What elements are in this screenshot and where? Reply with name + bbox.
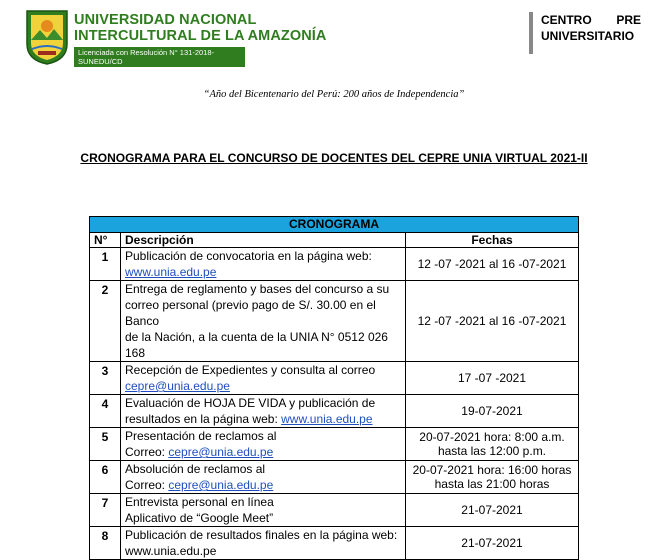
description-line: Publicación de convocatoria en la página web: — [125, 249, 372, 263]
university-header — [74, 12, 327, 67]
description-line: www.unia.edu.pe — [125, 544, 217, 558]
description-line: Recepción de Expedientes y consulta al correo — [125, 363, 376, 377]
row-number: 5 — [90, 428, 121, 461]
row-dates: 21-07-2021 — [406, 494, 579, 527]
row-description — [121, 281, 406, 362]
row-dates: 12 -07 -2021 al 16 -07-2021 — [406, 248, 579, 281]
description-line: Correo: — [125, 445, 166, 459]
row-number: 1 — [90, 248, 121, 281]
description-line: Presentación de reclamos al — [125, 429, 277, 443]
date-line: 20-07-2021 hora: 16:00 horas — [412, 463, 572, 477]
description-line: resultados en la página web: — [125, 412, 278, 426]
date-line: 20-07-2021 hora: 8:00 a.m. — [419, 430, 565, 444]
email-link[interactable]: cepre@unia.edu.pe — [168, 445, 274, 459]
license-band: Licenciada con Resolución N° 131-2018-SUNEDU/CD — [74, 47, 245, 67]
table-row — [90, 395, 579, 428]
table-caption: CRONOGRAMA — [90, 217, 579, 233]
description-line: Publicación de resultados finales en la página web: — [125, 528, 398, 542]
website-link[interactable]: www.unia.edu.pe — [125, 265, 217, 279]
email-link[interactable]: cepre@unia.edu.pe — [168, 478, 274, 492]
pre-word: PRE — [616, 13, 641, 27]
description-line: Absolución de reclamos al — [125, 462, 266, 476]
table-row — [90, 461, 579, 494]
row-number: 8 — [90, 527, 121, 560]
centro-pre-universitario-label — [529, 12, 641, 54]
description-line: correo personal (previo pago de S/. 30.00 en el Banco — [125, 298, 376, 328]
description-line: Correo: — [125, 478, 166, 492]
table-row — [90, 527, 579, 560]
row-description — [121, 461, 406, 494]
row-dates: 17 -07 -2021 — [406, 362, 579, 395]
row-number: 6 — [90, 461, 121, 494]
table-row — [90, 281, 579, 362]
description-line: Evaluación de HOJA DE VIDA y publicación de — [125, 396, 376, 410]
column-header-number: N° — [90, 233, 121, 248]
table-row — [90, 248, 579, 281]
column-header-dates: Fechas — [406, 233, 579, 248]
row-number: 4 — [90, 395, 121, 428]
row-description — [121, 527, 406, 560]
description-line: de la Nación, a la cuenta de la UNIA N° 0512 026 168 — [125, 330, 388, 360]
table-row — [90, 428, 579, 461]
university-name-line1: UNIVERSIDAD NACIONAL — [74, 12, 257, 28]
website-link[interactable]: www.unia.edu.pe — [281, 412, 373, 426]
row-description — [121, 428, 406, 461]
centro-word: CENTRO — [541, 13, 592, 27]
description-line: Entrega de reglamento y bases del concurso a su — [125, 282, 390, 296]
table-row — [90, 362, 579, 395]
row-dates — [406, 428, 579, 461]
table-row — [90, 494, 579, 527]
page-title: CRONOGRAMA PARA EL CONCURSO DE DOCENTES DEL CEPRE UNIA VIRTUAL 2021-II — [80, 151, 588, 165]
row-dates: 21-07-2021 — [406, 527, 579, 560]
university-name-line2: INTERCULTURAL DE LA AMAZONÍA — [74, 28, 327, 44]
description-line: Entrevista personal en línea — [125, 495, 274, 509]
date-line: hasta las 12:00 p.m. — [437, 444, 547, 458]
row-number: 3 — [90, 362, 121, 395]
universitario-word: UNIVERSITARIO — [541, 29, 635, 43]
description-line: Aplicativo de “Google Meet” — [125, 511, 274, 525]
university-seal-logo — [24, 8, 70, 66]
email-link[interactable]: cepre@unia.edu.pe — [125, 379, 230, 393]
row-dates: 19-07-2021 — [406, 395, 579, 428]
row-description — [121, 248, 406, 281]
row-number: 7 — [90, 494, 121, 527]
row-description — [121, 362, 406, 395]
date-line: hasta las 21:00 horas — [434, 477, 550, 491]
column-header-description: Descripción — [121, 233, 406, 248]
row-dates — [406, 461, 579, 494]
schedule-table — [89, 216, 579, 560]
row-description — [121, 395, 406, 428]
row-description — [121, 494, 406, 527]
year-motto: “Año del Bicentenario del Perú: 200 años de Independencia” — [203, 89, 465, 100]
row-number: 2 — [90, 281, 121, 362]
row-dates: 12 -07 -2021 al 16 -07-2021 — [406, 281, 579, 362]
